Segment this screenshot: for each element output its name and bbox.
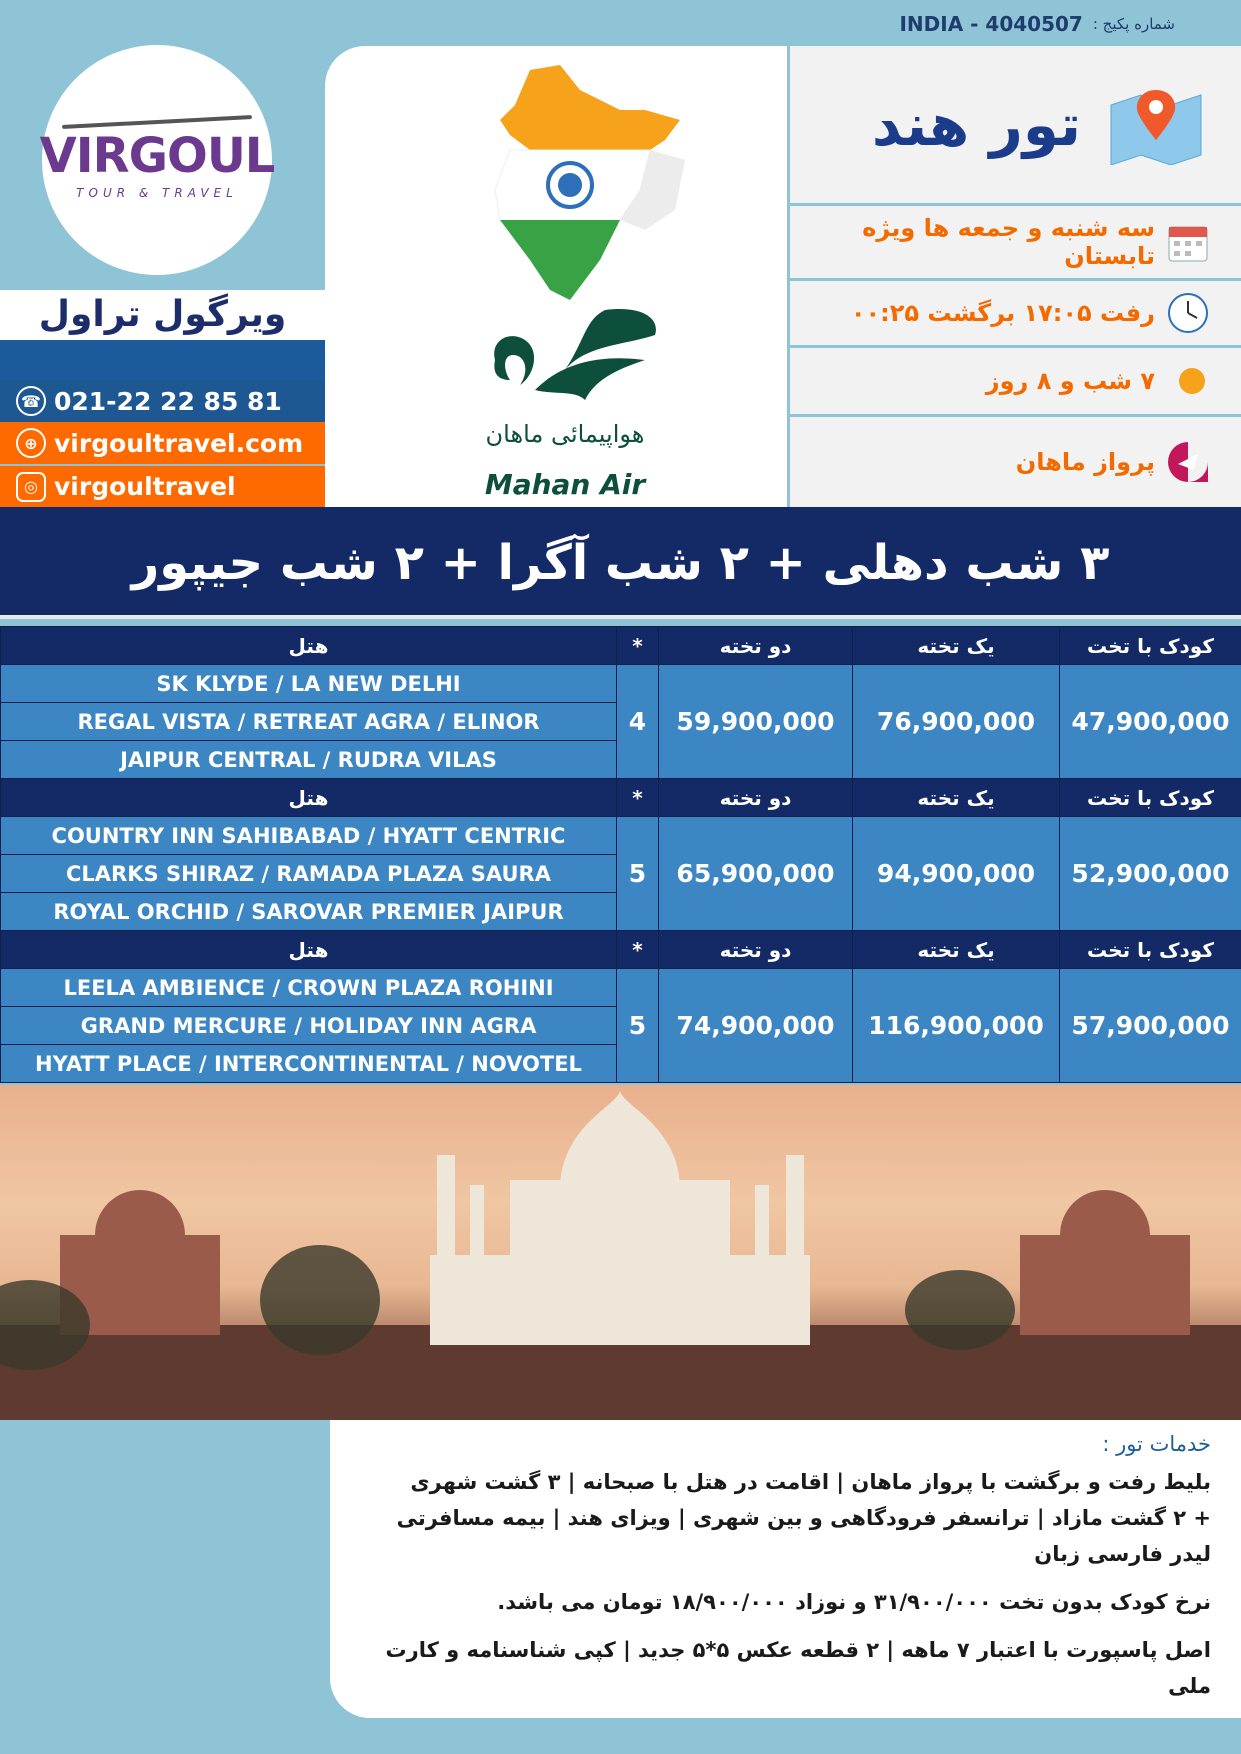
table-header-row: [1, 931, 1241, 969]
tour-info-panel: [787, 46, 1241, 507]
hotel-names: COUNTRY INN SAHIBABAD / HYATT CENTRIC: [1, 817, 617, 855]
header-double: دو تخته: [659, 931, 853, 969]
route-banner: ۳ شب دهلی + ۲ شب آگرا + ۲ شب جیپور: [0, 507, 1241, 619]
phone-icon: ☎: [16, 386, 46, 416]
hotel-names: ROYAL ORCHID / SAROVAR PREMIER JAIPUR: [1, 893, 617, 931]
instagram-handle[interactable]: virgoultravel: [54, 472, 236, 501]
table-header-row: [1, 779, 1241, 817]
tour-days: سه شنبه و جمعه ها ویژه تابستان: [862, 214, 1155, 270]
price-child: 57,900,000: [1060, 969, 1241, 1083]
phone-number[interactable]: 021-22 22 85 81: [54, 386, 282, 416]
documents-note: اصل پاسپورت با اعتبار ۷ ماهه | ۲ قطعه عکس ۵*۵ جدید | کپی شناسنامه و کارت ملی: [385, 1638, 1211, 1698]
price-double: 74,900,000: [659, 969, 853, 1083]
mahan-air-logo-icon: [465, 300, 665, 420]
star-rating: 5: [617, 969, 659, 1083]
website-link[interactable]: virgoultravel.com: [54, 428, 304, 458]
table-header-row: [1, 627, 1241, 665]
header-star: *: [617, 627, 659, 665]
airline-flight: پرواز ماهان: [1015, 448, 1155, 476]
hotel-names: REGAL VISTA / RETREAT AGRA / ELINOR: [1, 703, 617, 741]
sun-moon-icon: [1165, 358, 1211, 404]
contact-website-row[interactable]: [0, 422, 325, 464]
star-rating: 4: [617, 665, 659, 779]
price-table: [0, 626, 1241, 1083]
flight-times: رفت ۱۷:۰۵ برگشت ۰۰:۲۵: [850, 299, 1155, 327]
tour-title-row: [787, 46, 1241, 206]
price-child: 52,900,000: [1060, 817, 1241, 931]
price-double: 59,900,000: [659, 665, 853, 779]
logo-wordmark: VIRGOUL: [39, 128, 275, 184]
airline-name-en: Mahan Air: [484, 468, 646, 501]
globe-icon: ⊕: [16, 428, 46, 458]
header-child: کودک با تخت: [1060, 627, 1241, 665]
table-row: [1, 969, 1241, 1007]
price-single: 94,900,000: [853, 817, 1060, 931]
table-row: [1, 665, 1241, 703]
logo-tagline: TOUR & TRAVEL: [76, 186, 238, 200]
header-star: *: [617, 931, 659, 969]
map-pin-icon: [1101, 80, 1211, 170]
child-rate-note: نرخ کودک بدون تخت ۳۱/۹۰۰/۰۰۰ و نوزاد ۱۸/۹۰۰/۰۰۰ تومان می باشد.: [497, 1590, 1211, 1614]
instagram-icon: ◎: [16, 472, 46, 502]
header-star: *: [617, 779, 659, 817]
brand-name-fa: ویرگول تراول: [0, 290, 325, 340]
hotel-names: JAIPUR CENTRAL / RUDRA VILAS: [1, 741, 617, 779]
flight-icon: [1165, 439, 1211, 485]
table-row: [1, 817, 1241, 855]
header-double: دو تخته: [659, 779, 853, 817]
services-line-2: + ۲ گشت مازاد | ترانسفر فرودگاهی و بین شهری | ویزای هند | بیمه مسافرتی: [396, 1506, 1211, 1530]
header-single: یک تخته: [853, 931, 1060, 969]
tour-days-row: [787, 206, 1241, 281]
flight-times-row: [787, 281, 1241, 348]
price-double: 65,900,000: [659, 817, 853, 931]
brand-logo: [39, 45, 275, 275]
taj-mahal-photo: [0, 1085, 1241, 1420]
tour-duration: ۷ شب و ۸ روز: [985, 367, 1155, 395]
services-line-3: لیدر فارسی زبان: [1034, 1542, 1211, 1566]
header-double: دو تخته: [659, 627, 853, 665]
hotel-names: LEELA AMBIENCE / CROWN PLAZA ROHINI: [1, 969, 617, 1007]
header-hotel: هتل: [1, 627, 617, 665]
package-code: [899, 12, 1175, 36]
duration-row: [787, 348, 1241, 417]
airline-name-fa: هواپیمائی ماهان: [485, 420, 645, 448]
package-number: INDIA - 4040507: [899, 12, 1083, 36]
airline-row: [787, 417, 1241, 507]
calendar-icon: [1165, 219, 1211, 265]
services-heading: خدمات تور :: [1102, 1432, 1211, 1456]
hotel-names: HYATT PLACE / INTERCONTINENTAL / NOVOTEL: [1, 1045, 617, 1083]
header-hotel: هتل: [1, 931, 617, 969]
header-single: یک تخته: [853, 779, 1060, 817]
tour-services: [330, 1420, 1241, 1718]
star-rating: 5: [617, 817, 659, 931]
plane-icon: [62, 115, 252, 129]
clock-icon: [1165, 290, 1211, 336]
contact-instagram-row[interactable]: [0, 466, 325, 507]
hotel-names: SK KLYDE / LA NEW DELHI: [1, 665, 617, 703]
header-hotel: هتل: [1, 779, 617, 817]
header-child: کودک با تخت: [1060, 779, 1241, 817]
price-single: 116,900,000: [853, 969, 1060, 1083]
header-child: کودک با تخت: [1060, 931, 1241, 969]
hotel-names: CLARKS SHIRAZ / RAMADA PLAZA SAURA: [1, 855, 617, 893]
contact-phone-row[interactable]: [0, 340, 325, 422]
price-single: 76,900,000: [853, 665, 1060, 779]
india-map-icon: [470, 60, 690, 310]
tour-title: تور هند: [871, 90, 1081, 159]
package-label: شماره پکیج :: [1092, 15, 1175, 33]
header-single: یک تخته: [853, 627, 1060, 665]
price-child: 47,900,000: [1060, 665, 1241, 779]
hotel-names: GRAND MERCURE / HOLIDAY INN AGRA: [1, 1007, 617, 1045]
services-line-1: بلیط رفت و برگشت با پرواز ماهان | اقامت در هتل با صبحانه | ۳ گشت شهری: [410, 1470, 1211, 1494]
